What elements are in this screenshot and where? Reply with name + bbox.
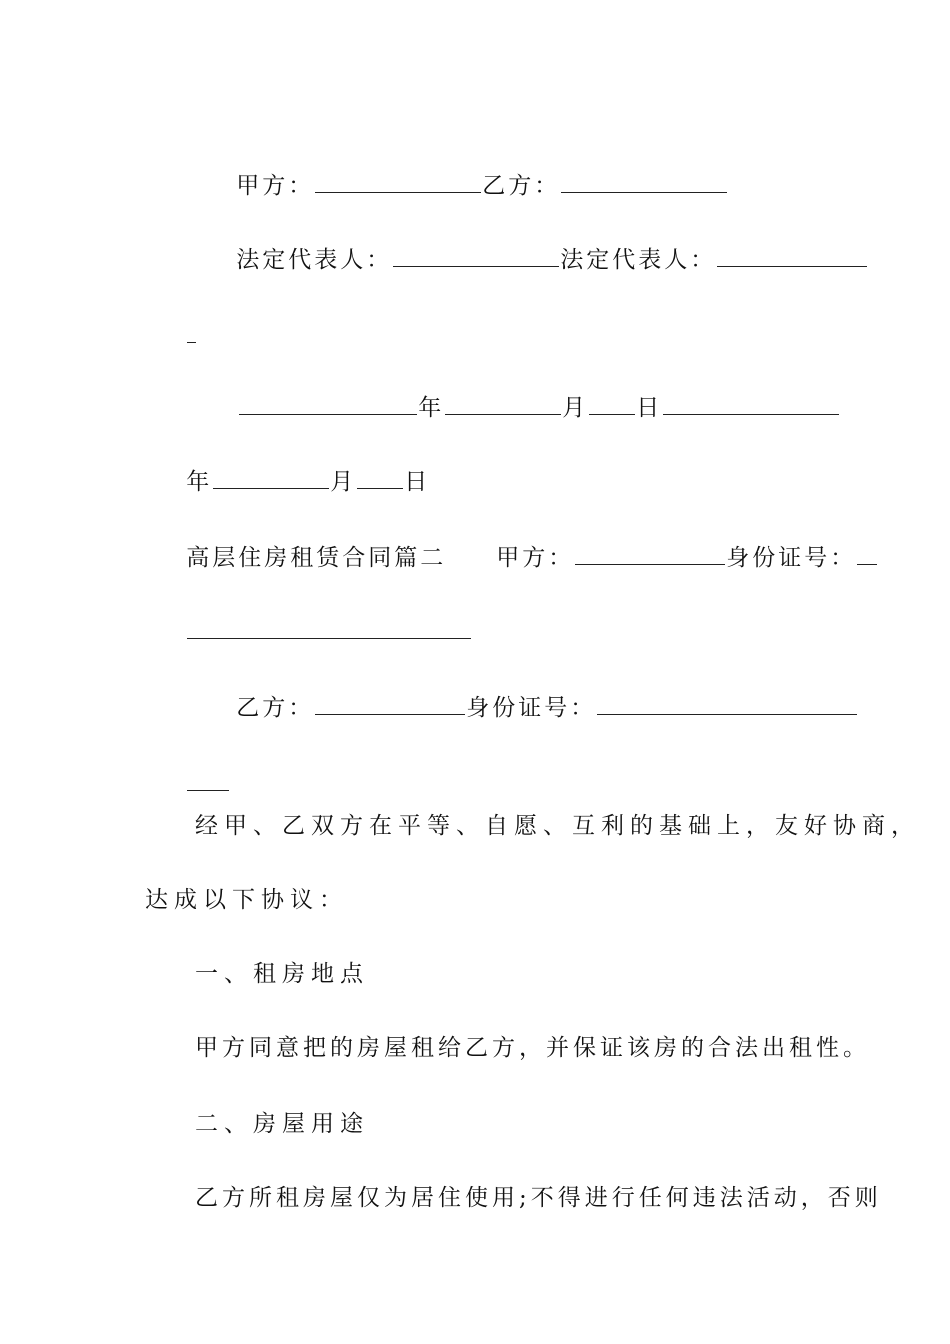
party-a-id-blank [857,546,877,565]
clause-2-heading: 二、房屋用途 [195,1111,369,1137]
rep-b-blank [717,248,867,267]
rep-b-blank-wrap [187,324,196,343]
party-b-id-label: 身份证号： [466,695,597,721]
party-b-blank [561,174,727,193]
date-2-month-label: 月 [330,469,357,495]
rep-a-label: 法定代表人： [236,247,393,273]
party-a-blank [315,174,481,193]
representative-line [195,212,868,308]
date-1-year-blank [239,396,417,415]
clause-2-text: 乙方所租房屋仅为居住使用;不得进行任何违法活动，否则 [195,1185,882,1211]
party-b-id-party-label: 乙方： [236,695,315,721]
party-a-name-blank [575,546,725,565]
intro-line-2: 达成以下协议： [145,887,348,913]
date-2-day-blank [357,470,403,489]
section-heading: 高层住房租赁合同篇二 [186,545,447,571]
rep-a-blank [393,248,559,267]
date-2-day-label: 日 [404,469,431,495]
party-a-id-label: 身份证号： [726,545,857,571]
party-b-label: 乙方： [482,173,561,199]
date-2-month-blank [213,470,329,489]
party-b-name-blank [315,696,465,715]
party-b-id-line [195,660,858,756]
party-b-id-blank-wrap [187,772,229,791]
date-1-day-blank [589,396,635,415]
clause-1-text: 甲方同意把的房屋租给乙方，并保证该房的合法出租性。 [195,1035,870,1061]
clause-1-heading: 一、租房地点 [195,961,369,987]
date-1-year-label: 年 [418,395,445,421]
date-1-day-label: 日 [636,395,663,421]
date-2-year-label: 年 [186,469,213,495]
intro-line-1: 经甲、乙双方在平等、自愿、互利的基础上，友好协商， [195,813,920,839]
party-b-id-blank [597,696,857,715]
date-1-trailing-blank [663,396,839,415]
party-a-id-blank-wrap [187,620,471,639]
party-a-label: 甲方： [236,173,315,199]
date-1-month-label: 月 [562,395,589,421]
rep-b-label: 法定代表人： [560,247,717,273]
date-1-month-blank [445,396,561,415]
party-a-id-party-label: 甲方： [496,545,575,571]
rep-blank-continuation [145,288,197,384]
